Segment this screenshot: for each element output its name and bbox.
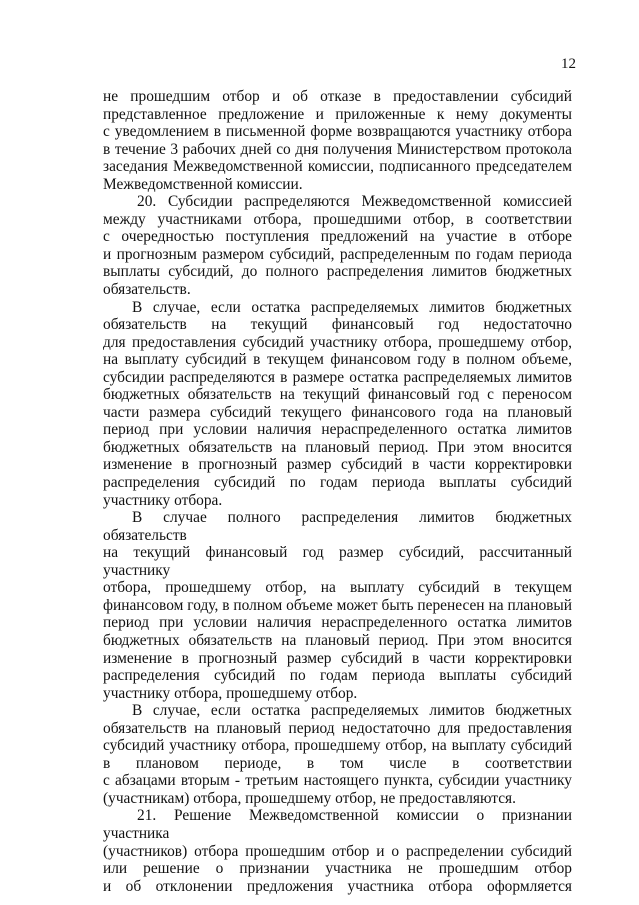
text-line: обязательств на текущий финансовый год недостаточно — [103, 316, 572, 334]
text-line: участнику отбора. — [103, 491, 223, 509]
text-line: для предоставления субсидий участнику отбора, прошедшему отбор, — [103, 333, 572, 351]
document-body — [103, 88, 572, 895]
text-line: В случае, если остатка распределяемых лимитов бюджетных — [132, 298, 572, 316]
text-line: на текущий финансовый год размер субсидий, рассчитанный участнику — [103, 544, 572, 579]
text-line: обязательств. — [103, 281, 191, 299]
text-line: и прогнозным размером субсидий, распределенным по годам периода — [103, 245, 572, 263]
text-line: части размера субсидий текущего финансового года на плановый — [103, 403, 572, 421]
text-line: 21. Решение Межведомственной комиссии о признании участника — [103, 807, 572, 842]
text-line: и об отклонении предложения участника отбора оформляется — [103, 877, 572, 895]
text-line: В случае полного распределения лимитов бюджетных обязательств — [103, 509, 572, 544]
text-line: обязательств на плановый период недостаточно для предоставления — [103, 719, 572, 737]
text-line: отбора, прошедшему отбор, на выплату субсидий в текущем — [103, 579, 572, 597]
text-line: бюджетных обязательств на текущий финансовый год с переносом — [103, 386, 572, 404]
text-line: участнику отбора, прошедшему отбор. — [103, 684, 358, 702]
text-line: с уведомлением в письменной форме возвращаются участнику отбора — [103, 123, 572, 141]
text-line: бюджетных обязательств на плановый период. При этом вносится — [103, 438, 572, 456]
text-line: с абзацами вторым - третьим настоящего пункта, субсидии участнику — [103, 772, 572, 790]
text-line: на выплату субсидий в текущем финансовом году в полном объеме, — [103, 351, 572, 369]
text-line: заседания Межведомственной комиссии, подписанного председателем — [103, 158, 572, 176]
page-number: 12 — [561, 56, 576, 72]
text-line: изменение в прогнозный размер субсидий в части корректировки — [103, 456, 572, 474]
text-line: распределения субсидий по годам периода выплаты субсидий — [103, 667, 572, 685]
text-line: субсидий участнику отбора, прошедшему отбор, на выплату субсидий — [103, 737, 572, 755]
text-line: в плановом периоде, в том числе в соответствии — [103, 754, 572, 772]
text-line: субсидии распределяются в размере остатка распределяемых лимитов — [103, 368, 572, 386]
text-line: В случае, если остатка распределяемых лимитов бюджетных — [132, 702, 572, 720]
text-line: Межведомственной комиссии. — [103, 175, 303, 193]
text-line: распределения субсидий по годам периода выплаты субсидий — [103, 474, 572, 492]
text-line: (участников) отбора прошедшим отбор и о распределении субсидий — [103, 842, 572, 860]
text-line: период при условии наличия нераспределенного остатка лимитов — [103, 421, 572, 439]
text-line: изменение в прогнозный размер субсидий в части корректировки — [103, 649, 572, 667]
text-line: финансовом году, в полном объеме может быть перенесен на плановый — [103, 596, 572, 614]
text-line: или решение о признании участника не прошедшим отбор — [103, 860, 572, 878]
text-line: (участникам) отбора, прошедшему отбор, не предоставляются. — [103, 789, 516, 807]
text-line: 20. Субсидии распределяются Межведомственной комиссией — [137, 193, 572, 211]
text-line: в течение 3 рабочих дней со дня получения Министерством протокола — [103, 140, 572, 158]
text-line: не прошедшим отбор и об отказе в предоставлении субсидий — [103, 88, 572, 105]
text-line: представленное предложение и приложенные к нему документы — [103, 105, 572, 123]
text-line: бюджетных обязательств на плановый период. При этом вносится — [103, 631, 572, 649]
text-line: между участниками отбора, прошедшими отбор, в соответствии — [103, 210, 572, 228]
text-line: выплаты субсидий, до полного распределения лимитов бюджетных — [103, 263, 572, 281]
text-line: с очередностью поступления предложений на участие в отборе — [103, 228, 572, 246]
text-line: период при условии наличия нераспределенного остатка лимитов — [103, 614, 572, 632]
